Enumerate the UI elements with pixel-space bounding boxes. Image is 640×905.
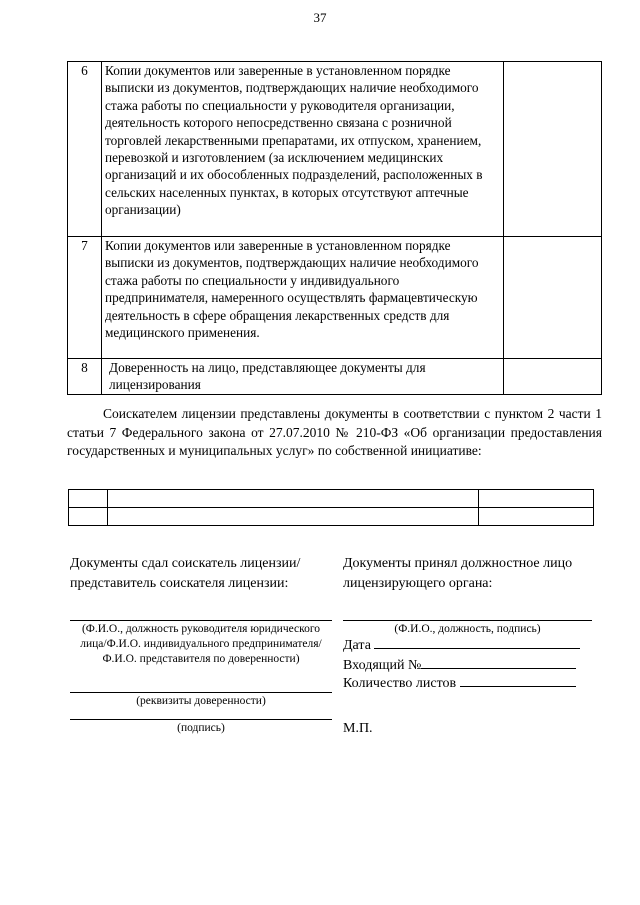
received-by-heading: Документы принял должностное лицо лицензирующего органа: xyxy=(343,556,573,591)
row-number: 8 xyxy=(68,359,102,395)
signature-line xyxy=(70,719,332,720)
sheets-count-field xyxy=(343,673,576,693)
table-cell xyxy=(108,508,479,526)
official-name-line xyxy=(343,620,592,621)
document-description: Доверенность на лицо, представляющее документы для лицензирования xyxy=(102,359,504,395)
mark-cell xyxy=(504,62,602,237)
table-cell xyxy=(69,508,108,526)
date-label: Дата xyxy=(343,638,371,653)
date-field xyxy=(343,635,580,655)
table-row xyxy=(69,508,594,526)
table-row xyxy=(68,62,602,237)
row-number: 6 xyxy=(68,62,102,237)
documents-table xyxy=(67,61,602,395)
incoming-number-field xyxy=(343,655,576,675)
table-row xyxy=(68,237,602,359)
table-cell xyxy=(479,490,594,508)
document-description: Копии документов или заверенные в установленном порядке выписки из документов, подтверждающих наличие необходимого стажа работы по специальности у руководителя организации, деятельность которого непосредственно связана с розничной торговлей лекарственными препаратами, их отпуском, хранением, перевозкой и изготовлением (за исключением медицинских организаций и их обособленных подразделений, расположенных в сельских населенных пунктах, в которых отсутствуют аптечные организации) xyxy=(102,62,504,237)
date-blank xyxy=(374,635,580,649)
table-row xyxy=(69,490,594,508)
table-cell xyxy=(69,490,108,508)
row-number: 7 xyxy=(68,237,102,359)
submitted-by-heading: Документы сдал соискатель лицензии/представитель соискателя лицензии: xyxy=(70,556,301,591)
signature-caption: (подпись) xyxy=(177,722,225,734)
incoming-number-blank xyxy=(421,655,576,669)
mark-cell xyxy=(504,237,602,359)
page-number: 37 xyxy=(313,10,327,25)
document-description: Копии документов или заверенные в установленном порядке выписки из документов, подтверждающих наличие необходимого стажа работы по специальности у индивидуального предпринимателя, намеренного осуществлять фармацевтическую деятельность в сфере обращения лекарственных средств для медицинского применения. xyxy=(102,237,504,359)
incoming-number-label: Входящий № xyxy=(343,658,422,673)
seal-label: М.П. xyxy=(343,721,373,736)
mark-cell xyxy=(504,359,602,395)
sheets-count-label: Количество листов xyxy=(343,676,457,691)
submitted-name-caption: (Ф.И.О., должность руководителя юридического лица/Ф.И.О. индивидуального предпринимателя/ Ф.И.О. представителя по доверенности) xyxy=(80,623,322,665)
table-cell xyxy=(479,508,594,526)
table-cell xyxy=(108,490,479,508)
power-of-attorney-caption: (реквизиты доверенности) xyxy=(136,695,266,707)
power-of-attorney-line xyxy=(70,692,332,693)
additional-documents-table xyxy=(68,489,594,526)
received-name-caption: (Ф.И.О., должность, подпись) xyxy=(394,623,541,635)
table-row xyxy=(68,359,602,395)
name-line xyxy=(70,620,332,621)
sheets-count-blank xyxy=(460,673,576,687)
applicant-paragraph: Соискателем лицензии представлены документы в соответствии с пунктом 2 части 1 статьи 7 Федерального закона от 27.07.2010 № 210-ФЗ «Об организации предоставления государственных и муниципальных услуг» по собственной инициативе: xyxy=(67,406,602,458)
